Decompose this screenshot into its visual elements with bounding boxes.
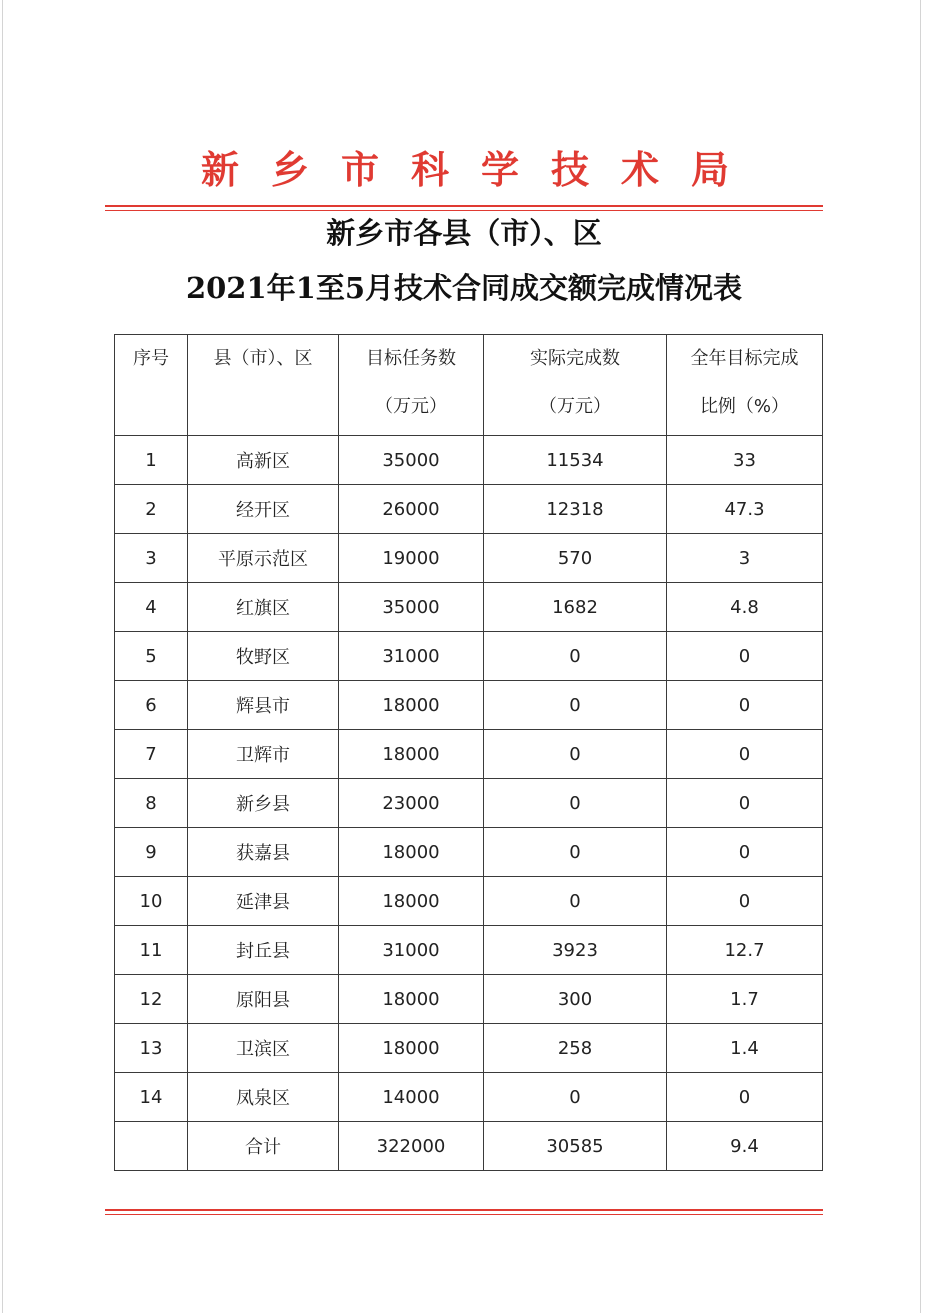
cell-ratio: 0 — [667, 730, 823, 779]
cell-ratio: 0 — [667, 828, 823, 877]
cell-ratio: 4.8 — [667, 583, 823, 632]
cell-region: 红旗区 — [188, 583, 339, 632]
table-row — [115, 926, 823, 975]
cell-ratio: 0 — [667, 779, 823, 828]
cell-region: 合计 — [188, 1122, 339, 1171]
cell-index: 5 — [115, 632, 188, 681]
header-text: 目标任务数 — [366, 348, 456, 369]
cell-index: 7 — [115, 730, 188, 779]
table-header-row — [115, 335, 823, 436]
cell-actual: 30585 — [484, 1122, 667, 1171]
table-row — [115, 828, 823, 877]
cell-ratio: 0 — [667, 681, 823, 730]
cell-index: 4 — [115, 583, 188, 632]
cell-region: 卫辉市 — [188, 730, 339, 779]
cell-region: 辉县市 — [188, 681, 339, 730]
cell-target: 18000 — [339, 1024, 484, 1073]
cell-actual: 0 — [484, 828, 667, 877]
cell-region: 牧野区 — [188, 632, 339, 681]
cell-ratio: 3 — [667, 534, 823, 583]
table-row — [115, 1024, 823, 1073]
cell-index: 14 — [115, 1073, 188, 1122]
table-row — [115, 632, 823, 681]
cell-ratio: 0 — [667, 1073, 823, 1122]
cell-actual: 1682 — [484, 583, 667, 632]
cell-region: 延津县 — [188, 877, 339, 926]
cell-target: 35000 — [339, 436, 484, 485]
cell-target: 18000 — [339, 828, 484, 877]
cell-index: 9 — [115, 828, 188, 877]
cell-index: 13 — [115, 1024, 188, 1073]
header-unit-text: （万元） — [375, 396, 447, 417]
header-unit-text: 比例（%） — [699, 396, 790, 417]
cell-target: 18000 — [339, 681, 484, 730]
footer-rule-top — [105, 1209, 823, 1211]
header-text: 实际完成数 — [530, 348, 620, 369]
cell-ratio: 1.4 — [667, 1024, 823, 1073]
header-cell-actual — [484, 335, 667, 436]
cell-ratio: 1.7 — [667, 975, 823, 1024]
cell-actual: 0 — [484, 730, 667, 779]
cell-index: 12 — [115, 975, 188, 1024]
table-row — [115, 681, 823, 730]
header-rule-bottom — [105, 210, 823, 211]
header-cell-index — [115, 335, 188, 436]
header-text: 全年目标完成 — [690, 348, 799, 369]
cell-target: 31000 — [339, 632, 484, 681]
cell-target: 18000 — [339, 975, 484, 1024]
document-title-line1: 新乡市各县（市）、区 — [326, 216, 602, 250]
cell-actual: 0 — [484, 681, 667, 730]
header-rule-top — [105, 205, 823, 207]
cell-actual: 11534 — [484, 436, 667, 485]
cell-index: 10 — [115, 877, 188, 926]
header-cell-target — [339, 335, 484, 436]
cell-region: 平原示范区 — [188, 534, 339, 583]
cell-region: 封丘县 — [188, 926, 339, 975]
completion-table — [114, 334, 823, 1171]
table-row — [115, 1073, 823, 1122]
cell-ratio: 0 — [667, 632, 823, 681]
page-right-edge — [920, 0, 921, 1313]
header-unit-text: （万元） — [539, 396, 611, 417]
cell-ratio: 9.4 — [667, 1122, 823, 1171]
document-title-line2: 2021年1至5月技术合同成交额完成情况表 — [185, 271, 743, 305]
table-row — [115, 485, 823, 534]
cell-target: 35000 — [339, 583, 484, 632]
cell-actual: 12318 — [484, 485, 667, 534]
cell-target: 322000 — [339, 1122, 484, 1171]
cell-index: 8 — [115, 779, 188, 828]
cell-actual: 0 — [484, 1073, 667, 1122]
table-row — [115, 534, 823, 583]
cell-ratio: 47.3 — [667, 485, 823, 534]
table-row — [115, 583, 823, 632]
cell-index: 3 — [115, 534, 188, 583]
table-row — [115, 436, 823, 485]
cell-index: 6 — [115, 681, 188, 730]
footer-rule-bottom — [105, 1214, 823, 1215]
table-row — [115, 975, 823, 1024]
cell-region: 高新区 — [188, 436, 339, 485]
cell-ratio: 33 — [667, 436, 823, 485]
org-header: 新乡市科学技术局 — [200, 147, 761, 192]
cell-ratio: 0 — [667, 877, 823, 926]
cell-actual: 258 — [484, 1024, 667, 1073]
table-total-row — [115, 1122, 823, 1171]
table-row — [115, 779, 823, 828]
cell-region: 原阳县 — [188, 975, 339, 1024]
cell-actual: 0 — [484, 632, 667, 681]
cell-target: 23000 — [339, 779, 484, 828]
cell-target: 19000 — [339, 534, 484, 583]
cell-target: 31000 — [339, 926, 484, 975]
cell-target: 18000 — [339, 730, 484, 779]
cell-region: 新乡县 — [188, 779, 339, 828]
table-row — [115, 730, 823, 779]
cell-actual: 3923 — [484, 926, 667, 975]
cell-index: 11 — [115, 926, 188, 975]
cell-region: 经开区 — [188, 485, 339, 534]
cell-index: 1 — [115, 436, 188, 485]
cell-index — [115, 1122, 188, 1171]
cell-region: 卫滨区 — [188, 1024, 339, 1073]
header-cell-region — [188, 335, 339, 436]
header-text: 县（市）、区 — [213, 348, 313, 369]
cell-region: 获嘉县 — [188, 828, 339, 877]
cell-actual: 570 — [484, 534, 667, 583]
cell-target: 26000 — [339, 485, 484, 534]
cell-region: 凤泉区 — [188, 1073, 339, 1122]
header-cell-ratio — [667, 335, 823, 436]
cell-target: 18000 — [339, 877, 484, 926]
page-left-edge — [2, 0, 3, 1313]
cell-actual: 0 — [484, 779, 667, 828]
cell-actual: 0 — [484, 877, 667, 926]
cell-target: 14000 — [339, 1073, 484, 1122]
cell-ratio: 12.7 — [667, 926, 823, 975]
table-row — [115, 877, 823, 926]
header-text: 序号 — [133, 348, 169, 369]
cell-actual: 300 — [484, 975, 667, 1024]
cell-index: 2 — [115, 485, 188, 534]
